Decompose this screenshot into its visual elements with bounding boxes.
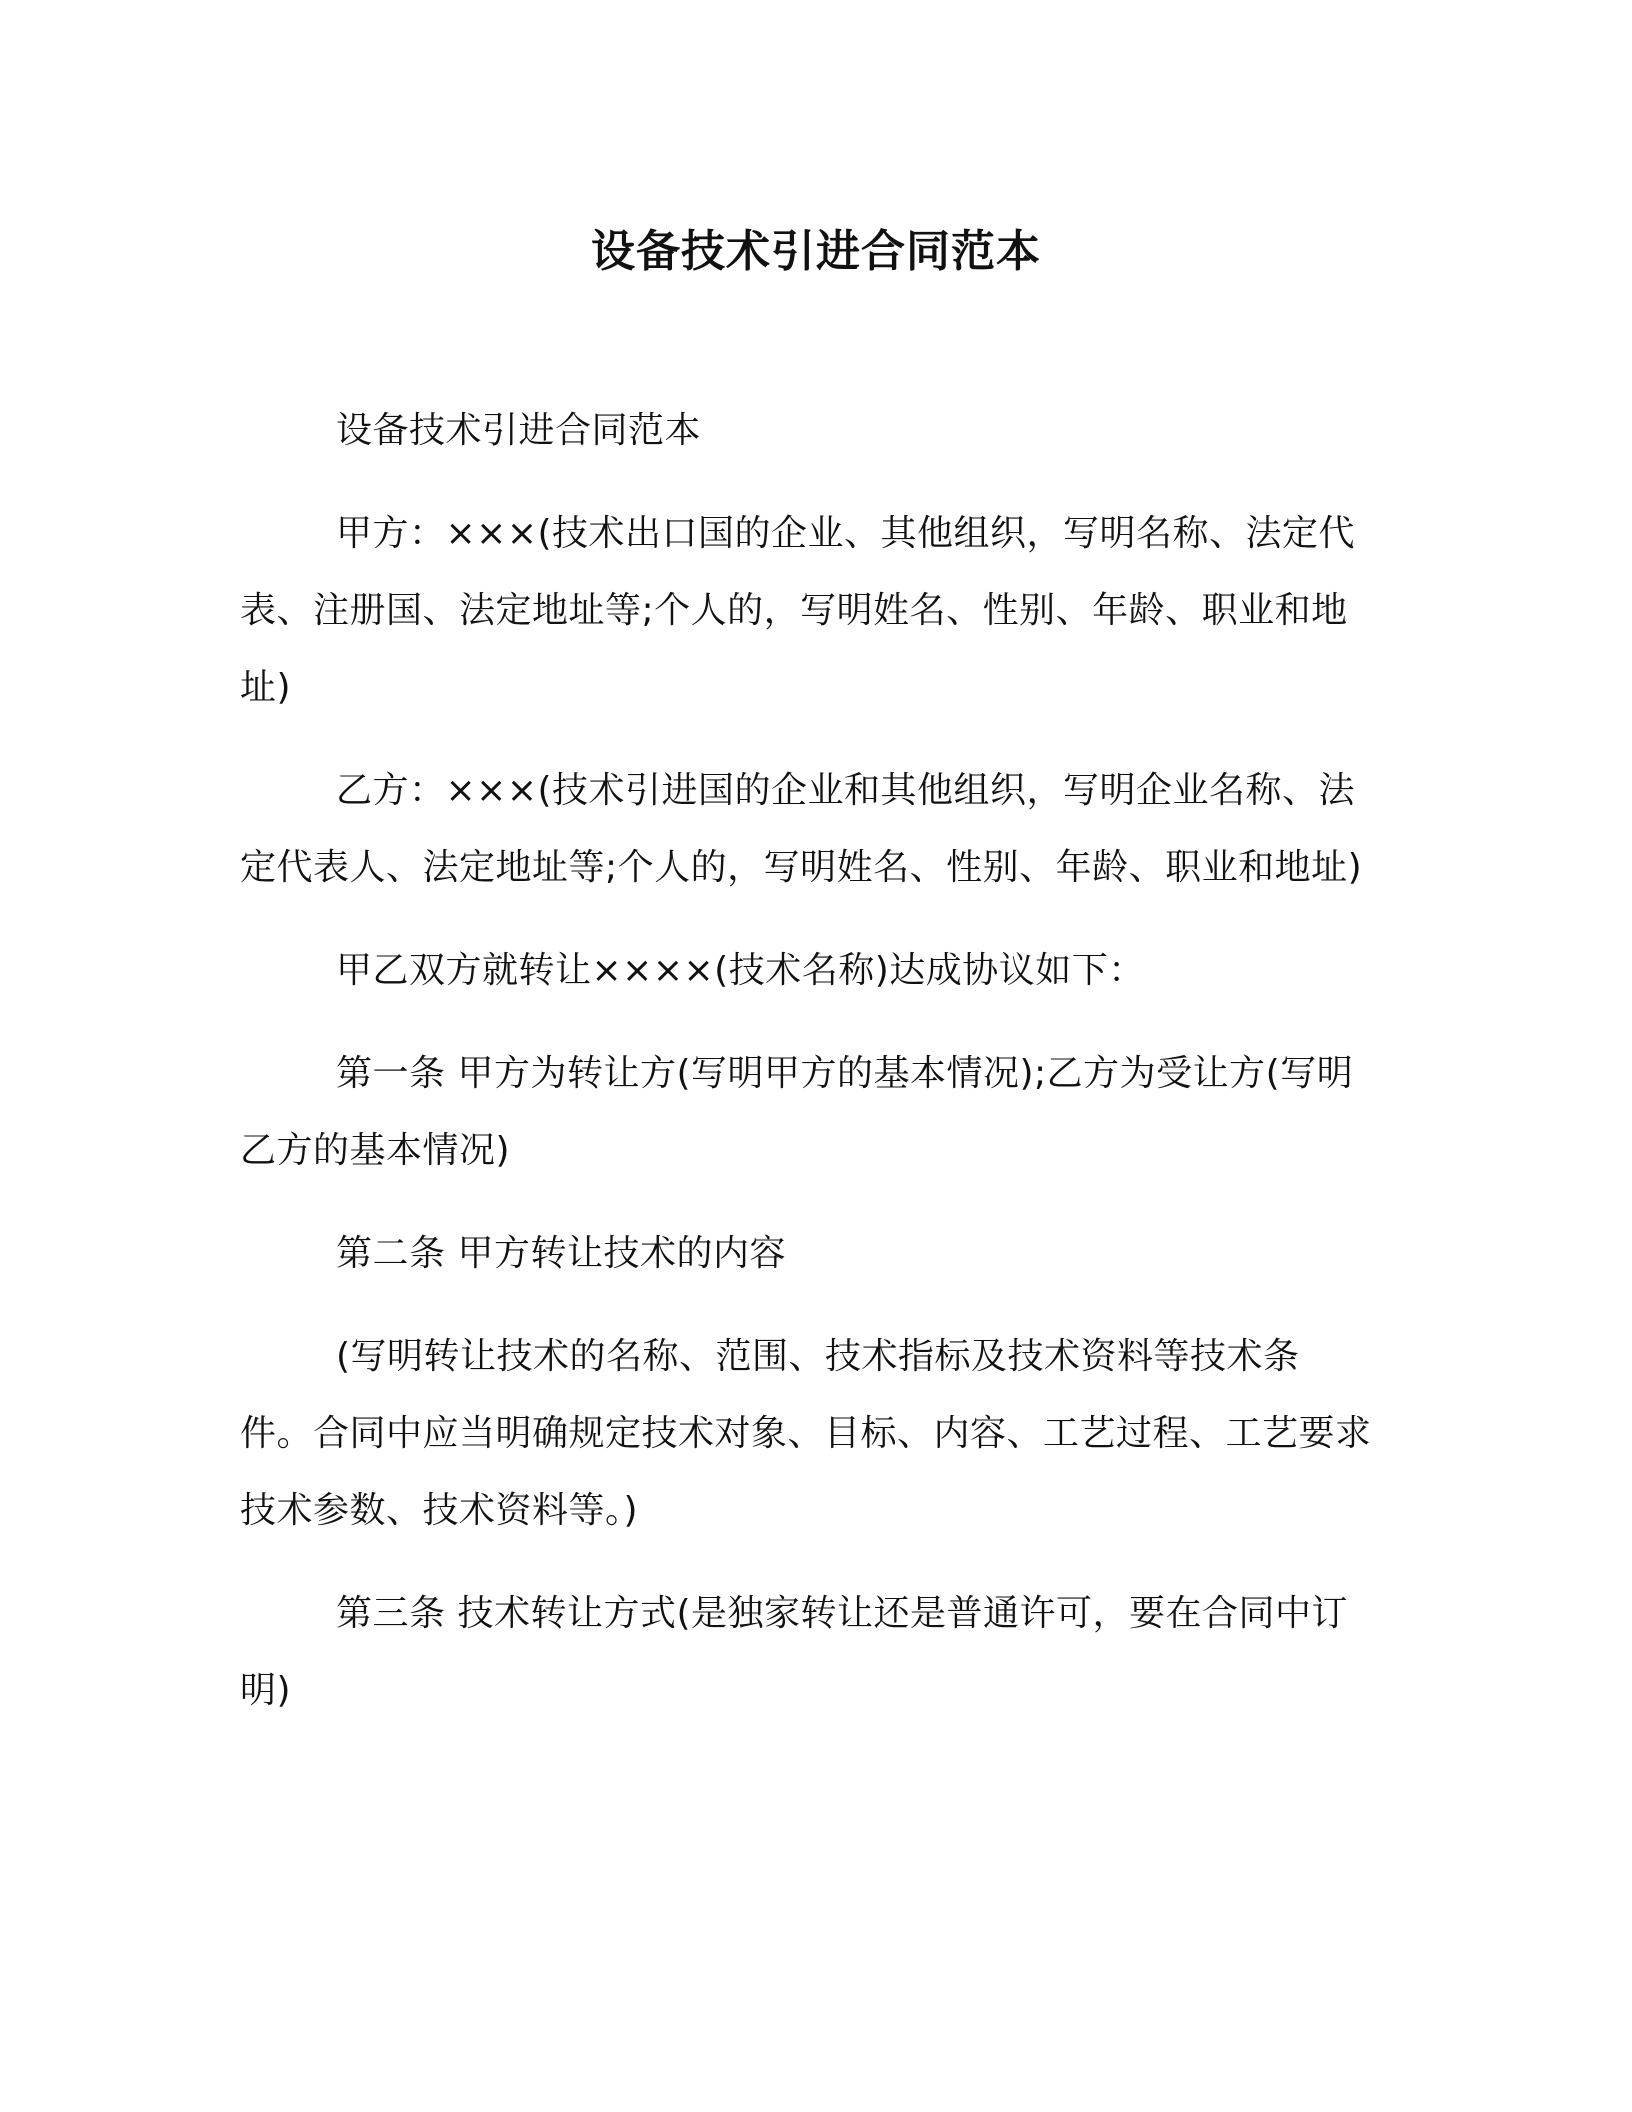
paragraph-article-2-detail: (写明转让技术的名称、范围、技术指标及技术资料等技术条件。合同中应当明确规定技术对象、目标、内容、工艺过程、工艺要求技术参数、技术资料等。) [240,1336,1372,1531]
document-body [240,392,1372,1755]
paragraph-article-3: 第三条 技术转让方式(是独家转让还是普通许可，要在合同中订明) [240,1593,1348,1711]
paragraph-party-b: 乙方：×××(技术引进国的企业和其他组织，写明企业名称、法定代表人、法定地址等;个人的，写明姓名、性别、年龄、职业和地址) [240,770,1363,888]
paragraph-subtitle: 设备技术引进合同范本 [336,410,702,451]
paragraph-agreement-intro: 甲乙双方就转让××××(技术名称)达成协议如下： [336,950,1145,991]
document-title: 设备技术引进合同范本 [591,226,1041,277]
paragraph-article-1: 第一条 甲方为转让方(写明甲方的基本情况);乙方为受让方(写明乙方的基本情况) [240,1053,1354,1171]
paragraph-party-a: 甲方：×××(技术出口国的企业、其他组织，写明名称、法定代表、注册国、法定地址等;个人的，写明姓名、性别、年龄、职业和地址) [240,513,1356,708]
paragraph-article-2: 第二条 甲方转让技术的内容 [336,1233,786,1274]
